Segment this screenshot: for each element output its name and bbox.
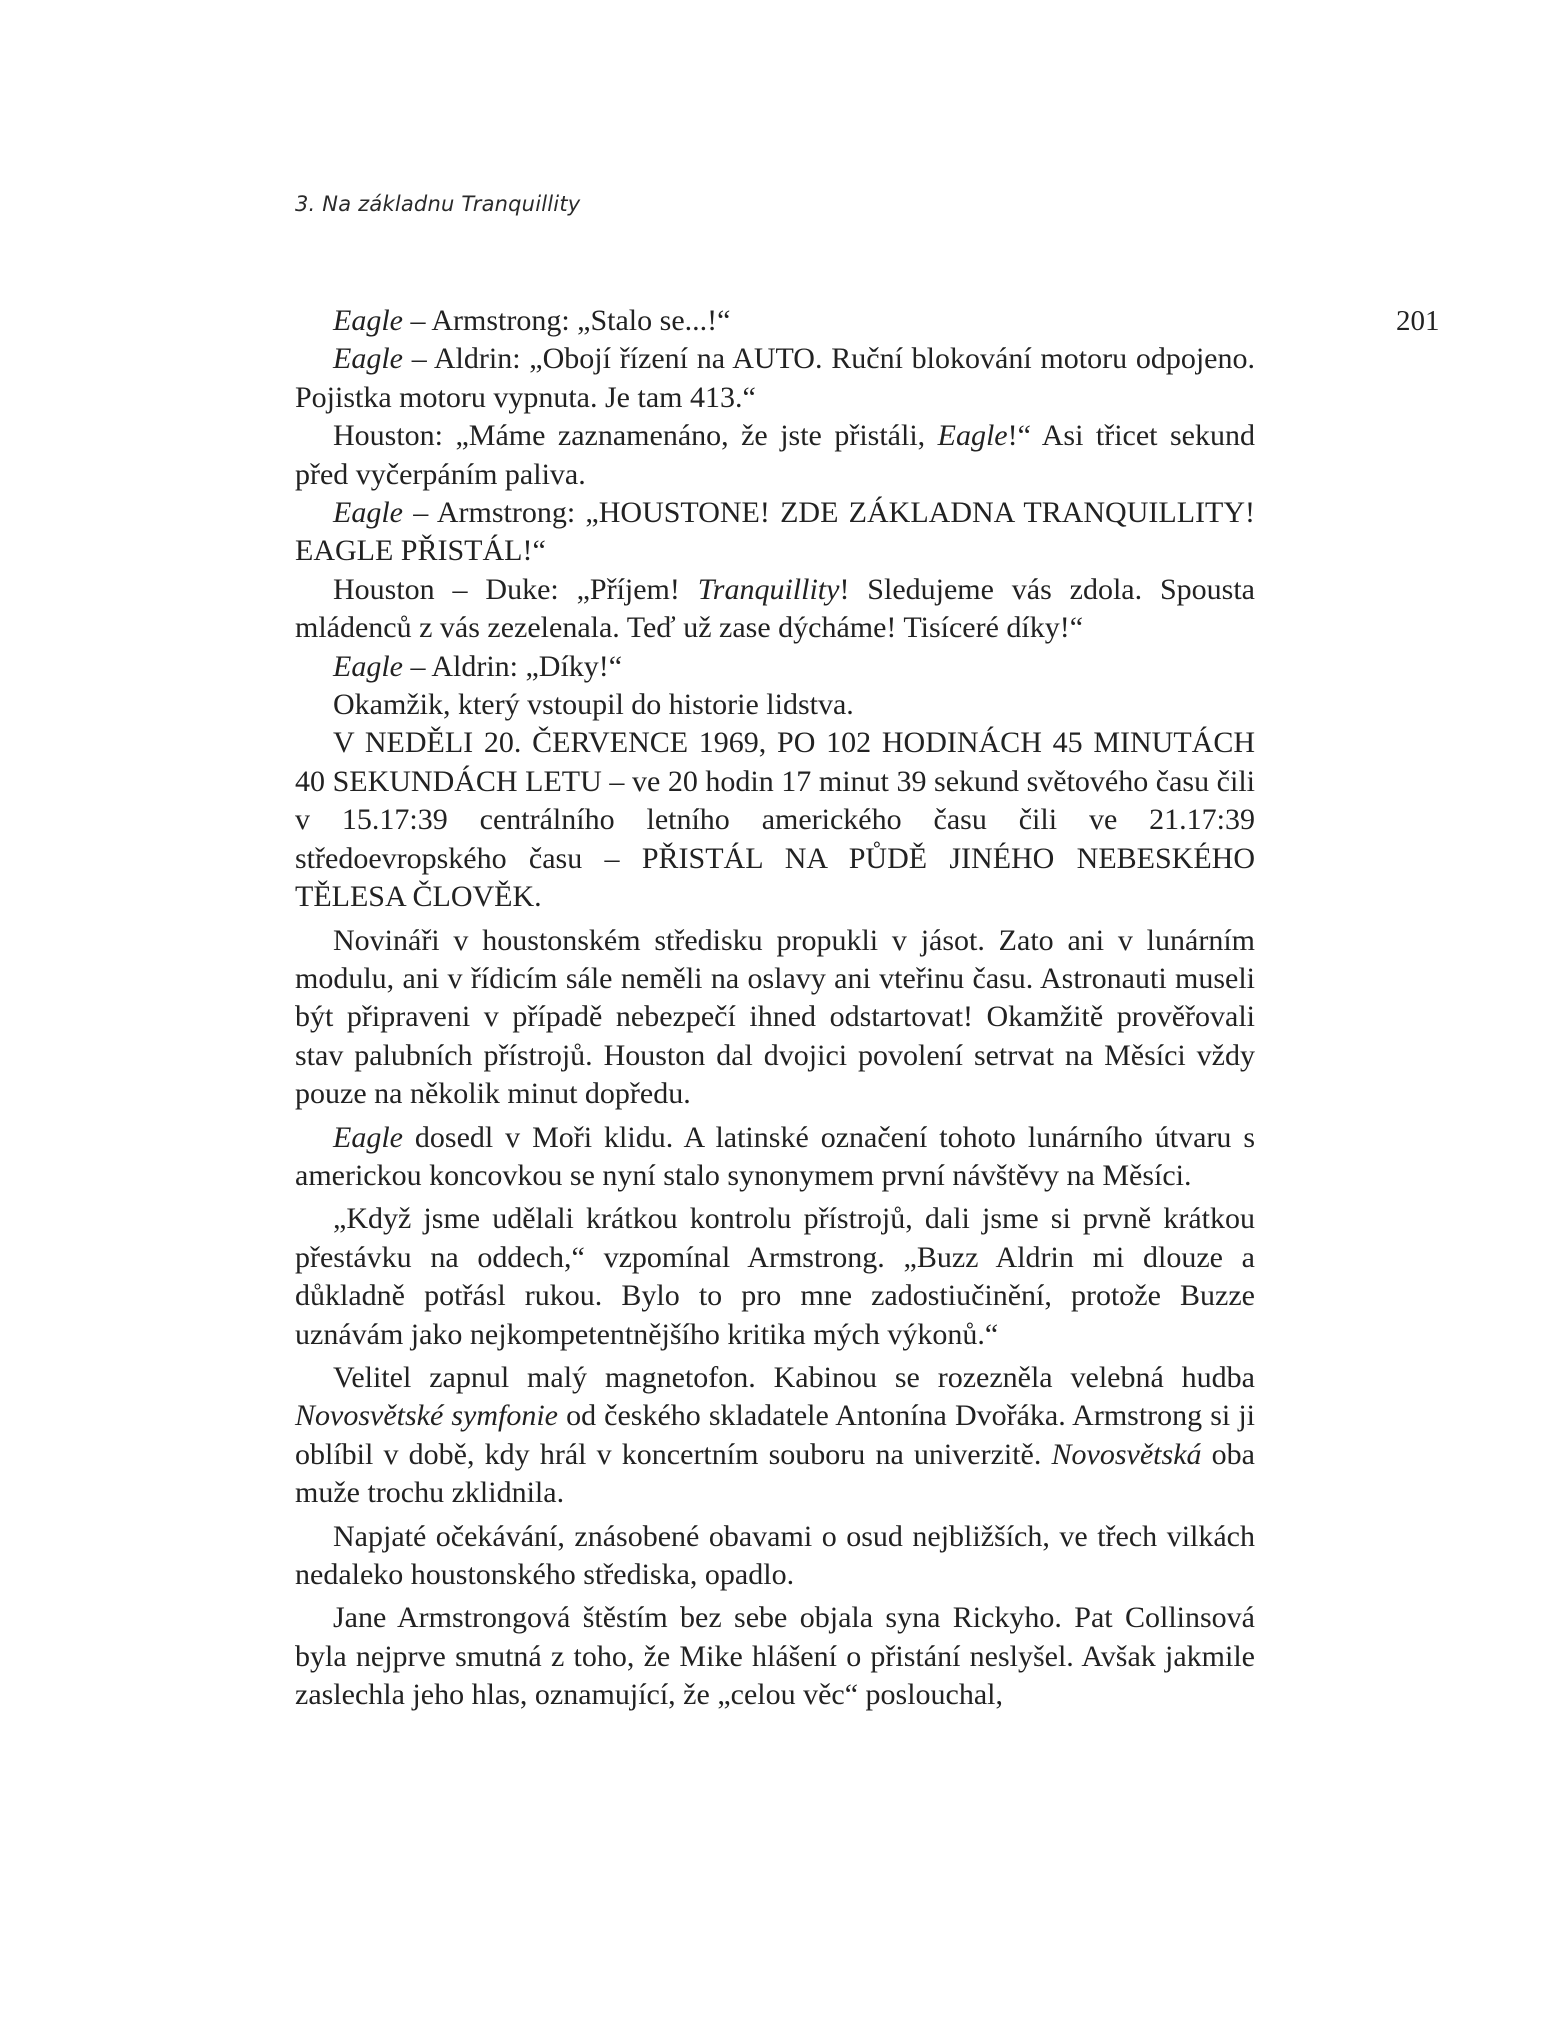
paragraph — [295, 1119, 1255, 1196]
paragraph — [295, 648, 1255, 686]
running-head: 3. Na základnu Tranquillity — [295, 192, 581, 216]
text-segment: dosedl v Moři klidu. A latinské označení tohoto lunárního útvaru s americkou koncovkou se nyní stalo synonymem první návštěvy na Měsíci. — [295, 1120, 1255, 1192]
italic-text: Novosvětské symfonie — [295, 1399, 558, 1433]
text-segment: – Armstrong: „Stalo se...!“ — [402, 304, 731, 337]
text-segment: Jane Armstrongová štěstím bez sebe objala syna Rickyho. Pat Collinsová byla nejprve smutná z toho, že Mike hlášení o přistání neslyšel. Avšak jakmile zaslechla jeho hlas, oznamující, že „celou věc“ poslouchal, — [295, 1601, 1255, 1712]
text-segment: Houston: „Máme zaznamenáno, že jste přistáli, — [333, 419, 938, 453]
italic-text: Eagle — [937, 419, 1008, 453]
text-segment: Houston – Duke: „Příjem! — [333, 572, 698, 606]
text-segment: V NEDĚLI 20. ČERVENCE 1969, PO 102 HODINÁCH 45 MINUTÁCH 40 SEKUNDÁCH LETU – ve 20 hodin 17 minut 39 sekund světového času čili v 15.17:39 centrálního letního amerického času čili ve 21.17:39 středoevropského času – PŘISTÁL NA PŮDĚ JINÉHO NEBESKÉHO TĚLESA ČLOVĚK. — [295, 726, 1255, 914]
paragraph — [295, 1200, 1255, 1354]
paragraph — [295, 1359, 1255, 1513]
text-segment: od českého skladatele Antonína Dvořáka. Armstrong si ji oblíbil v době, kdy hrál v koncertním souboru na univerzitě. — [295, 1399, 1255, 1471]
text-segment: „Když jsme udělali krátkou kontrolu přístrojů, dali jsme si prvně krátkou přestávku na oddech,“ vzpomínal Armstrong. „Buzz Aldrin mi dlouze a důkladně potřásl rukou. Bylo to pro mne zadostiučinění, protože Buzze uznávám jako nejkompetentnějšího kritika mých výkonů.“ — [295, 1202, 1255, 1351]
italic-text: Eagle — [333, 342, 403, 376]
paragraph — [295, 686, 1255, 724]
paragraph — [295, 340, 1255, 417]
paragraph — [295, 417, 1255, 494]
paragraph — [295, 571, 1255, 648]
paragraph — [295, 724, 1255, 916]
paragraph — [295, 922, 1255, 1114]
italic-text: Eagle — [333, 1120, 403, 1154]
text-segment: !“ Asi třicet sekund před vyčerpáním paliva. — [295, 419, 1255, 491]
italic-text: Tranquillity — [697, 572, 840, 606]
text-segment: Okamžik, který vstoupil do historie lidstva. — [333, 688, 854, 722]
paragraph — [295, 1599, 1255, 1714]
paragraph — [295, 302, 1255, 340]
italic-text: Eagle — [333, 304, 403, 337]
page-number: 201 — [1396, 305, 1440, 337]
italic-text: Eagle — [333, 649, 403, 683]
paragraph — [295, 494, 1255, 571]
text-segment: – Armstrong: „HOUSTONE! ZDE ZÁKLADNA TRANQUILLITY! EAGLE PŘISTÁL!“ — [295, 496, 1255, 568]
italic-text: Eagle — [333, 496, 403, 530]
italic-text: Novosvětská — [1051, 1437, 1202, 1471]
paragraph — [295, 1518, 1255, 1595]
text-segment: – Aldrin: „Obojí řízení na AUTO. Ruční blokování motoru odpojeno. Pojistka motoru vypnuta. Je tam 413.“ — [295, 342, 1255, 414]
text-segment: – Aldrin: „Díky!“ — [402, 649, 623, 683]
text-segment: Velitel zapnul malý magnetofon. Kabinou se rozezněla velebná hudba — [333, 1360, 1255, 1394]
body-text — [295, 302, 1255, 1715]
text-segment: oba muže trochu zklidnila. — [295, 1437, 1256, 1510]
text-segment: Novináři v houstonském středisku propukli v jásot. Zato ani v lunárním modulu, ani v řídicím sále neměli na oslavy ani vteřinu času. Astronauti museli být připraveni v případě nebezpečí ihned odstartovat! Okamžitě prověřovali stav palubních přístrojů. Houston dal dvojici povolení setrvat na Měsíci vždy pouze na několik minut dopředu. — [295, 923, 1255, 1111]
text-segment: Napjaté očekávání, znásobené obavami o osud nejbližších, ve třech vilkách nedaleko houstonského střediska, opadlo. — [295, 1519, 1255, 1591]
text-segment: ! Sledujeme vás zdola. Spousta mládenců z vás zezelenala. Teď už zase dýcháme! Tisíceré díky!“ — [295, 572, 1255, 645]
